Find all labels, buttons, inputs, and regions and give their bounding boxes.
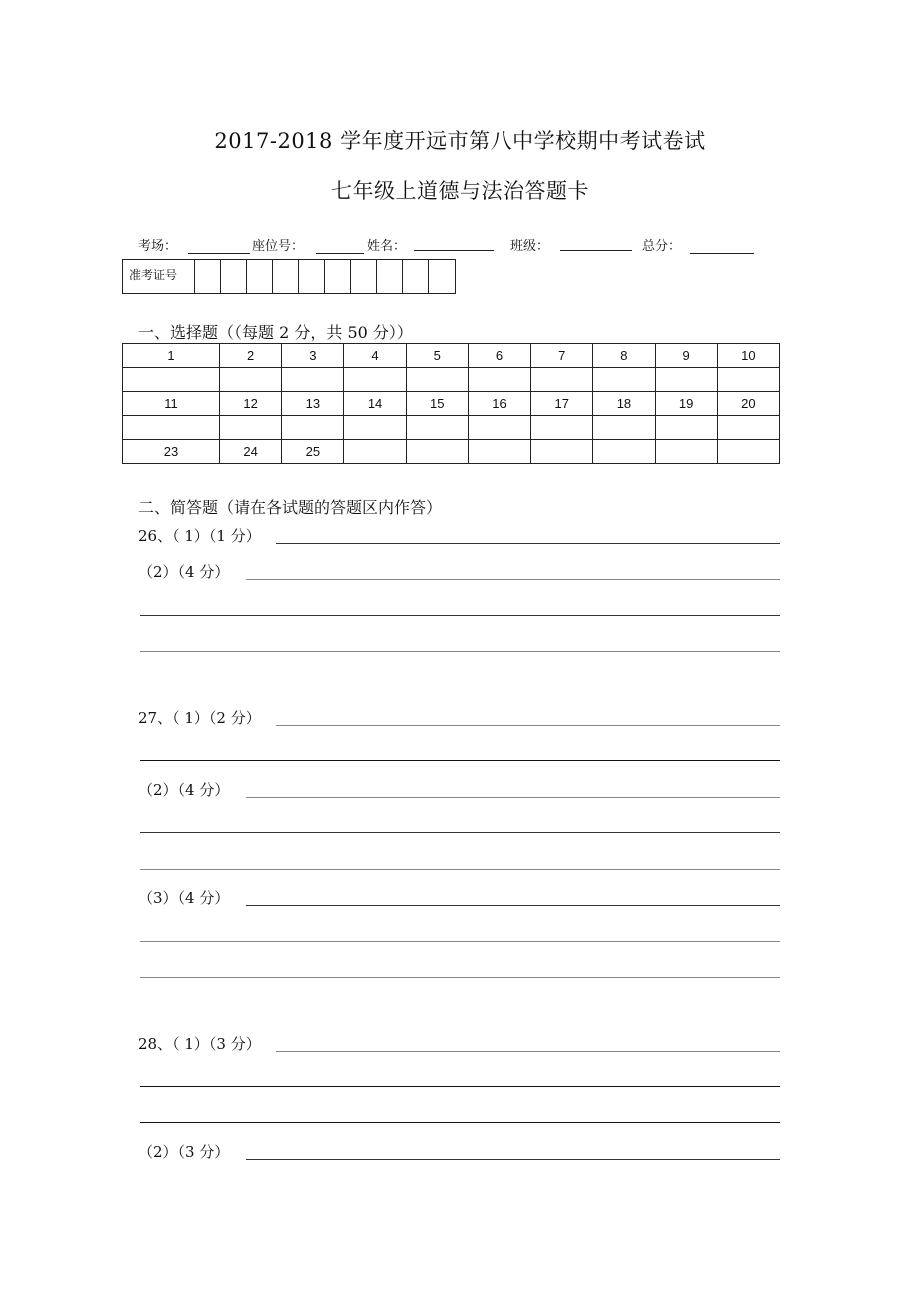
total-score-field[interactable] [690, 253, 754, 254]
q28-answer-line[interactable] [140, 1122, 780, 1123]
seat-number-field[interactable] [316, 253, 364, 254]
class-field[interactable] [560, 250, 632, 251]
question-number [655, 440, 717, 464]
q27-part1-answer-line[interactable] [276, 725, 780, 726]
q26-part1-answer-line[interactable] [276, 543, 780, 544]
question-number: 6 [468, 344, 530, 368]
answer-cell[interactable] [655, 368, 717, 392]
answer-cell[interactable] [468, 416, 530, 440]
answer-cell[interactable] [282, 416, 344, 440]
admission-digit-cell[interactable] [351, 260, 377, 293]
admission-digit-cell[interactable] [325, 260, 351, 293]
q27-part2-label: （2）（4 分） [138, 781, 230, 799]
name-field[interactable] [414, 250, 494, 251]
answer-cell[interactable] [655, 416, 717, 440]
q26-answer-line[interactable] [140, 615, 780, 616]
question-number: 8 [593, 344, 655, 368]
answer-cell[interactable] [468, 368, 530, 392]
section1-heading: 一、选择题（（每题 2 分，共 50 分）） [138, 323, 413, 342]
question-number: 1 [123, 344, 220, 368]
question-number: 9 [655, 344, 717, 368]
total-score-label: 总分： [642, 239, 682, 254]
question-number-row [123, 440, 780, 464]
q27-answer-line[interactable] [140, 869, 780, 870]
answer-cell[interactable] [531, 416, 593, 440]
admission-digit-cell[interactable] [221, 260, 247, 293]
answer-cell[interactable] [593, 416, 655, 440]
answer-cell[interactable] [717, 368, 779, 392]
exam-title: 2017-2018 学年度开远市第八中学校期中考试卷试 [214, 129, 706, 153]
name-label: 姓名： [367, 239, 407, 254]
question-number: 20 [717, 392, 779, 416]
question-number: 2 [220, 344, 282, 368]
question-number: 13 [282, 392, 344, 416]
question-number: 5 [406, 344, 468, 368]
q28-part2-answer-line[interactable] [246, 1159, 780, 1160]
q26-part1-label: 26、（ 1）（1 分） [138, 527, 261, 545]
question-number: 10 [717, 344, 779, 368]
seat-number-label: 座位号： [252, 239, 305, 254]
exam-room-field[interactable] [188, 253, 250, 254]
q27-part1-label: 27、（ 1）（2 分） [138, 709, 261, 727]
answer-cell[interactable] [282, 368, 344, 392]
question-number [531, 440, 593, 464]
q28-part2-label: （2）（3 分） [138, 1143, 230, 1161]
answer-cell[interactable] [123, 368, 220, 392]
answer-cell[interactable] [344, 368, 406, 392]
question-number: 24 [220, 440, 282, 464]
answer-row [123, 416, 780, 440]
q28-part1-answer-line[interactable] [276, 1051, 780, 1052]
question-number: 17 [531, 392, 593, 416]
question-number: 3 [282, 344, 344, 368]
answer-cell[interactable] [220, 368, 282, 392]
answer-cell[interactable] [123, 416, 220, 440]
q27-answer-line[interactable] [140, 977, 780, 978]
q26-part2-label: （2）（4 分） [138, 563, 230, 581]
answer-sheet-subtitle: 七年级上道德与法治答题卡 [331, 179, 589, 203]
admission-digit-cell[interactable] [273, 260, 299, 293]
question-number: 15 [406, 392, 468, 416]
question-number: 19 [655, 392, 717, 416]
q28-answer-line[interactable] [140, 1086, 780, 1087]
question-number-row [123, 392, 780, 416]
question-number [406, 440, 468, 464]
section2-heading: 二、简答题（请在各试题的答题区内作答） [138, 498, 443, 517]
admission-digit-cell[interactable] [299, 260, 325, 293]
q27-part3-label: （3）（4 分） [138, 889, 230, 907]
q27-part2-answer-line[interactable] [246, 797, 780, 798]
question-number [344, 440, 406, 464]
question-number: 11 [123, 392, 220, 416]
admission-number-label: 准考证号 [123, 260, 195, 293]
admission-digit-cell[interactable] [377, 260, 403, 293]
answer-cell[interactable] [406, 368, 468, 392]
question-number: 7 [531, 344, 593, 368]
q28-part1-label: 28、（ 1）（3 分） [138, 1035, 261, 1053]
question-number [468, 440, 530, 464]
answer-cell[interactable] [406, 416, 468, 440]
question-number: 4 [344, 344, 406, 368]
q26-answer-line[interactable] [140, 651, 780, 652]
multiple-choice-table [122, 343, 780, 464]
q27-answer-line[interactable] [140, 941, 780, 942]
answer-cell[interactable] [717, 416, 779, 440]
question-number [717, 440, 779, 464]
admission-number-box [122, 259, 456, 294]
answer-cell[interactable] [531, 368, 593, 392]
class-label: 班级： [510, 239, 550, 254]
question-number: 18 [593, 392, 655, 416]
q27-answer-line[interactable] [140, 832, 780, 833]
answer-cell[interactable] [220, 416, 282, 440]
q26-part2-answer-line[interactable] [246, 579, 780, 580]
admission-digit-cell[interactable] [429, 260, 455, 293]
question-number: 16 [468, 392, 530, 416]
answer-row [123, 368, 780, 392]
question-number: 25 [282, 440, 344, 464]
question-number: 12 [220, 392, 282, 416]
admission-digit-cell[interactable] [403, 260, 429, 293]
exam-room-label: 考场： [138, 239, 178, 254]
question-number-row [123, 344, 780, 368]
admission-digit-cell[interactable] [247, 260, 273, 293]
question-number: 23 [123, 440, 220, 464]
answer-cell[interactable] [344, 416, 406, 440]
q27-part3-answer-line[interactable] [246, 905, 780, 906]
question-number: 14 [344, 392, 406, 416]
question-number [593, 440, 655, 464]
answer-cell[interactable] [593, 368, 655, 392]
q27-answer-line[interactable] [140, 760, 780, 761]
admission-digit-cell[interactable] [195, 260, 221, 293]
